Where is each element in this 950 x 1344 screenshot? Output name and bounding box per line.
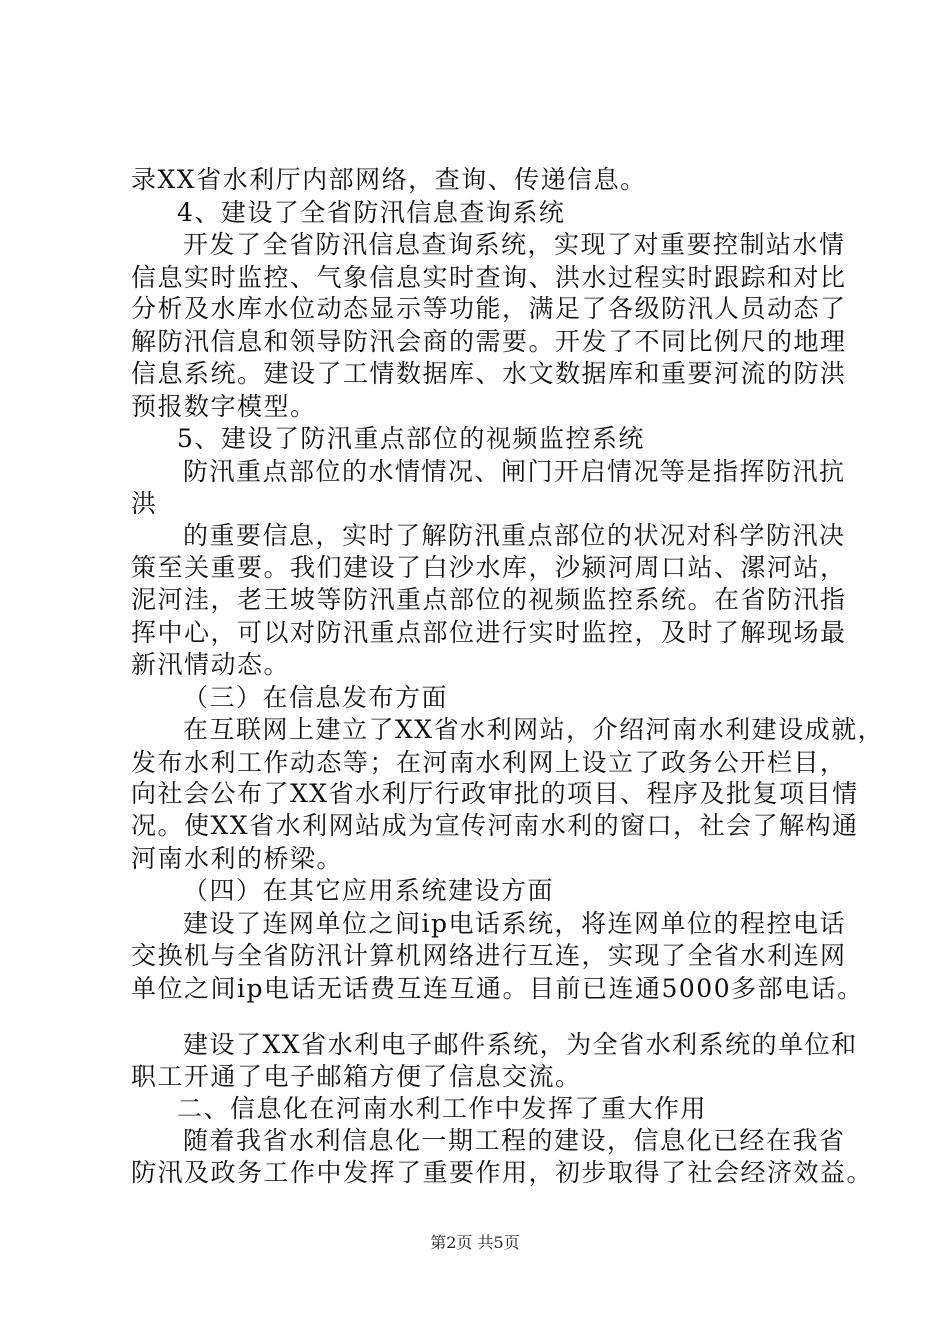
body-line: 单位之间ip电话无话费互连互通。目前已连通5000多部电话。 [131, 974, 864, 1003]
body-line: 建设了XX省水利电子邮件系统，为全省水利系统的单位和 [183, 1030, 858, 1059]
body-line: 防汛重点部位的水情情况、闸门开启情况等是指挥防汛抗 [183, 457, 846, 486]
body-line: 泥河洼，老王坡等防汛重点部位的视频监控系统。在省防汛指 [131, 585, 847, 614]
body-line: 河南水利的桥梁。 [131, 844, 344, 873]
page-footer: 第2页 共5页 [430, 1233, 520, 1252]
body-line: 挥中心，可以对防汛重点部位进行实时监控，及时了解现场最 [131, 618, 847, 647]
section-heading: 4、建设了全省防汛信息查询系统 [177, 198, 566, 227]
body-line: 信息系统。建设了工情数据库、水文数据库和重要河流的防洪 [131, 359, 847, 388]
section-heading: （四）在其它应用系统建设方面 [183, 876, 555, 905]
body-line: 发布水利工作动态等；在河南水利网上设立了政务公开栏目， [131, 748, 847, 777]
body-line: 在互联网上建立了XX省水利网站，介绍河南水利建设成就， [183, 715, 885, 744]
body-line: 洪 [131, 489, 158, 518]
body-line: 录XX省水利厅内部网络，查询、传递信息。 [131, 165, 647, 194]
body-line: 交换机与全省防汛计算机网络进行互连，实现了全省水利连网 [131, 941, 847, 970]
body-line: 的重要信息，实时了解防汛重点部位的状况对科学防汛决 [183, 521, 846, 550]
body-line: 况。使XX省水利网站成为宣传河南水利的窗口，社会了解构通 [131, 811, 859, 840]
body-line: 新汛情动态。 [131, 650, 291, 679]
body-line: 开发了全省防汛信息查询系统，实现了对重要控制站水情 [183, 230, 846, 259]
body-line: 策至关重要。我们建设了白沙水库，沙颍河周口站、漯河站， [131, 553, 847, 582]
section-heading: 5、建设了防汛重点部位的视频监控系统 [177, 424, 645, 453]
body-line: 向社会公布了XX省水利厅行政审批的项目、程序及批复项目情 [131, 779, 859, 808]
body-line: 信息实时监控、气象信息实时查询、洪水过程实时跟踪和对比 [131, 263, 847, 292]
section-heading: （三）在信息发布方面 [183, 683, 449, 712]
section-heading: 二、信息化在河南水利工作中发挥了重大作用 [177, 1094, 708, 1123]
body-line: 分析及水库水位动态显示等功能，满足了各级防汛人员动态了 [131, 294, 847, 323]
body-line: 解防汛信息和领导防汛会商的需要。开发了不同比例尺的地理 [131, 327, 847, 356]
body-line: 建设了连网单位之间ip电话系统，将连网单位的程控电话 [183, 909, 847, 938]
body-line: 职工开通了电子邮箱方便了信息交流。 [131, 1062, 582, 1091]
body-line: 随着我省水利信息化一期工程的建设，信息化已经在我省 [183, 1126, 846, 1155]
body-line: 防汛及政务工作中发挥了重要作用，初步取得了社会经济效益。 [131, 1158, 874, 1187]
body-line: 预报数字模型。 [131, 392, 317, 421]
